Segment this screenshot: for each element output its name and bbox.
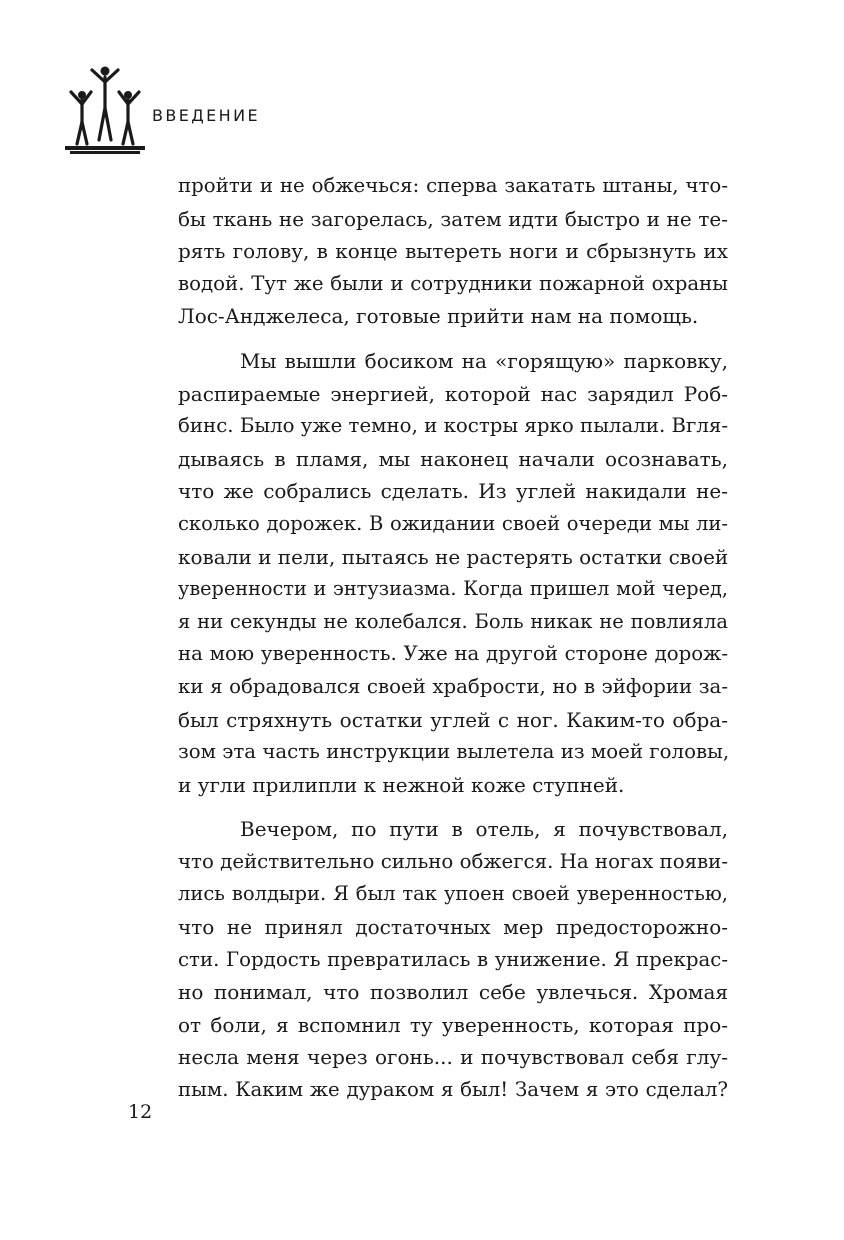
text-line: дываясь в пламя, мы наконец начали осознавать,	[178, 446, 728, 471]
page-number: 12	[128, 1101, 153, 1123]
text-line: Вечером, по пути в отель, я почувствовал,	[240, 817, 728, 842]
text-line: уверенности и энтузиазма. Когда пришел мой черед,	[178, 577, 728, 601]
text-line: ковали и пели, пытаясь не растерять остатки своей	[178, 544, 729, 569]
text-line: рять голову, в конце вытереть ноги и сбрызнуть их	[178, 239, 728, 264]
section-title: ВВЕДЕНИЕ	[152, 106, 260, 125]
text-line: я ни секунды не колебался. Боль никак не повлияла	[178, 609, 728, 633]
body-text	[178, 170, 728, 1107]
text-line: и угли прилипли к нежной коже ступней.	[178, 772, 625, 797]
text-line: что же собрались сделать. Из углей накидали не-	[178, 479, 728, 504]
text-line: но понимал, что позволил себе увлечься. Хромая	[178, 980, 728, 1005]
text-line: водой. Тут же были и сотрудники пожарной охраны	[178, 271, 728, 295]
text-line: ки я обрадовался своей храбрости, но в эйфории за-	[178, 674, 728, 698]
text-line: несла меня через огонь... и почувствовал себя глу-	[178, 1045, 728, 1070]
text-line: что действительно сильно обжегся. На ногах появи-	[178, 849, 728, 873]
text-line: был стряхнуть остатки углей с ног. Каким-то обра-	[178, 707, 728, 732]
paragraph	[178, 345, 728, 801]
text-line: Мы вышли босиком на «горящую» парковку,	[240, 348, 728, 373]
text-line: на мою уверенность. Уже на другой стороне дорож-	[178, 642, 728, 666]
text-line: сколько дорожек. В ожидании своей очереди мы ли-	[178, 511, 728, 535]
text-line: лись волдыри. Я был так упоен своей уверенностью,	[178, 882, 728, 906]
text-line: зом эта часть инструкции вылетела из моей головы,	[178, 740, 730, 764]
text-line: пройти и не обжечься: сперва закатать штаны, что-	[178, 174, 728, 197]
text-line: что не принял достаточных мер предосторожно-	[178, 915, 728, 940]
three-raised-arms-figures-icon	[62, 62, 148, 158]
text-line: распираемые энергией, которой нас зарядил Роб-	[178, 381, 728, 406]
text-line: пым. Каким же дураком я был! Зачем я это сделал?	[178, 1078, 728, 1102]
text-line: бы ткань не загорелась, затем идти быстро и не те-	[178, 206, 728, 231]
text-line: Лос-Анджелеса, готовые прийти нам на помощь.	[178, 304, 699, 329]
paragraph	[178, 170, 728, 333]
text-line: бинс. Было уже темно, и костры ярко пылали. Вгля-	[178, 414, 729, 438]
text-line: сти. Гордость превратилась в унижение. Я прекрас-	[178, 947, 728, 971]
text-line: от боли, я вспомнил ту уверенность, которая про-	[178, 1012, 728, 1037]
paragraph	[178, 813, 728, 1106]
